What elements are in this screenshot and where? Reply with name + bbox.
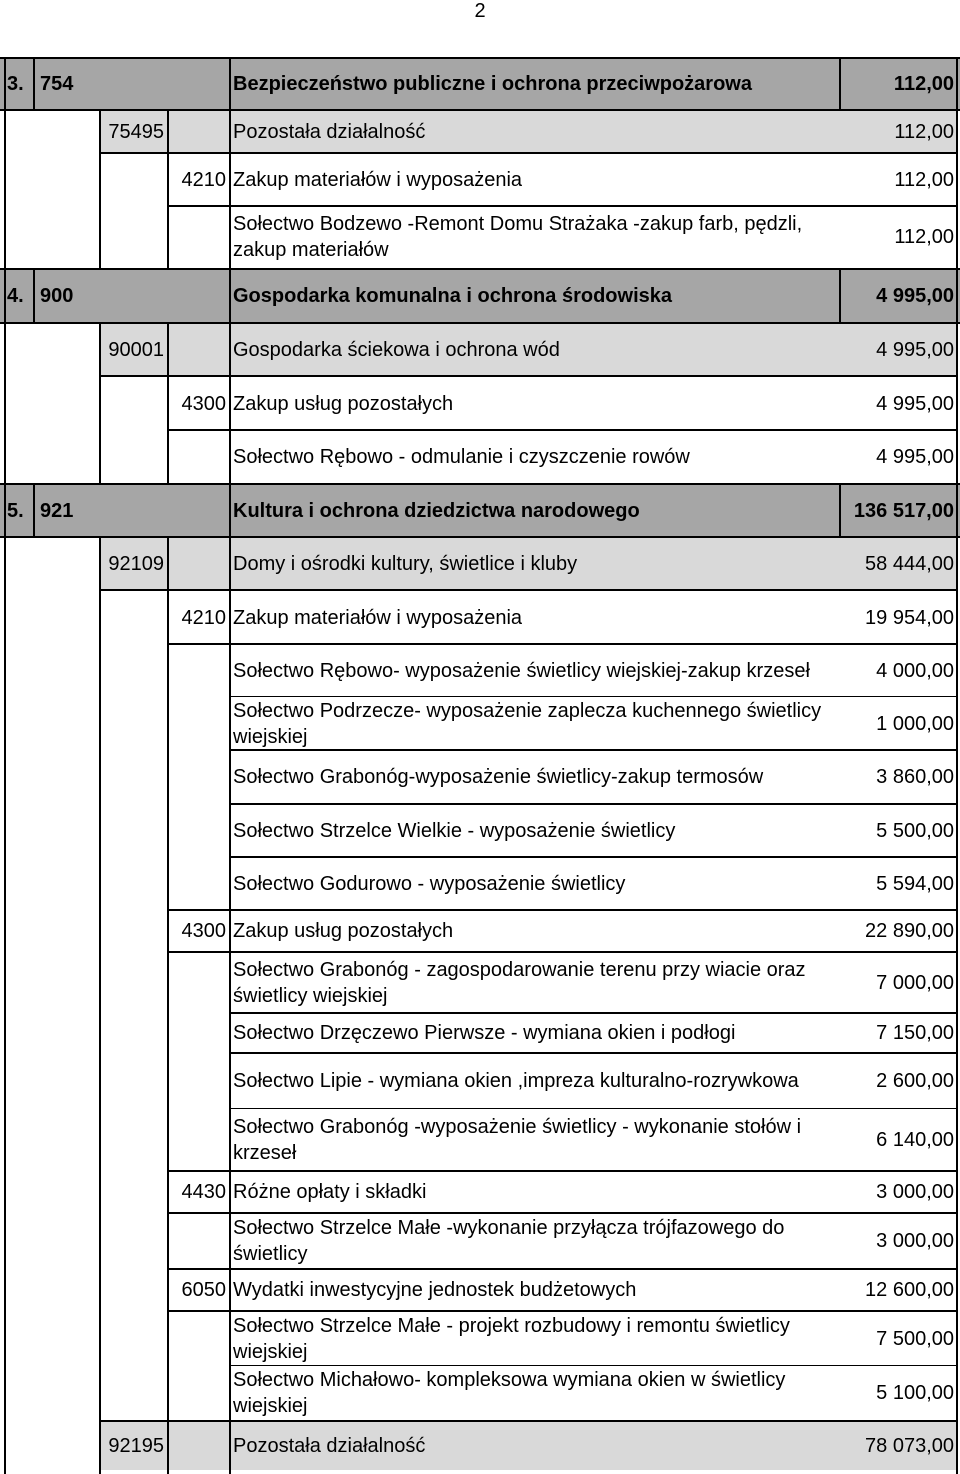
chapter-code: 90001 <box>108 338 164 361</box>
paragraph-code: 4300 <box>181 920 226 942</box>
paragraph-row-6050 <box>0 1269 960 1311</box>
section-amount: 4 995,00 <box>876 285 954 307</box>
item-description: Sołectwo Rębowo - odmulanie i czyszczenie rowów <box>233 445 690 468</box>
item-amount: 3 860,00 <box>876 766 954 788</box>
item-amount: 1 000,00 <box>876 712 954 735</box>
item-amount: 5 594,00 <box>876 872 954 895</box>
paragraph-amount: 19 954,00 <box>865 606 954 629</box>
grid-line-paragraph <box>167 111 169 268</box>
section-amount: 112,00 <box>893 73 954 95</box>
chapter-amount: 58 444,00 <box>865 552 954 575</box>
section-row-900 <box>0 268 960 324</box>
item-description: Sołectwo Strzelce Małe - projekt rozbudowy i remontu świetlicy wiejskiej <box>233 1314 790 1363</box>
item-amount: 7 000,00 <box>876 971 954 994</box>
page-number: 2 <box>474 0 486 22</box>
item-description: Sołectwo Grabonóg - zagospodarowanie terenu przy wiacie oraz świetlicy wiejskiej <box>233 958 806 1007</box>
item-amount: 3 000,00 <box>876 1230 954 1252</box>
paragraph-amount: 112,00 <box>894 169 954 191</box>
grid-line-left <box>4 57 6 1474</box>
item-description: Sołectwo Strzelce Małe -wykonanie przyłącza trójfazowego do świetlicy <box>233 1217 785 1265</box>
row-separator <box>168 429 958 431</box>
row-separator <box>168 205 958 207</box>
section-dzial: 921 <box>40 499 74 522</box>
row-separator <box>168 643 958 645</box>
item-description: Sołectwo Lipie - wymiana okien ,impreza kulturalno-rozrywkowa <box>233 1070 799 1092</box>
section-lp: 5. <box>7 499 24 522</box>
item-row <box>0 644 960 697</box>
item-amount: 7 500,00 <box>876 1327 954 1350</box>
chapter-title: Domy i ośrodki kultury, świetlice i kluby <box>233 552 578 575</box>
row-separator <box>168 909 958 911</box>
paragraph-title: Zakup materiałów i wyposażenia <box>233 606 523 629</box>
section-amount: 136 517,00 <box>853 499 954 522</box>
chapter-amount: 112,00 <box>894 120 954 143</box>
paragraph-title: Zakup materiałów i wyposażenia <box>233 169 523 191</box>
item-row <box>0 1366 960 1420</box>
section-dzial: 900 <box>40 285 74 307</box>
row-separator <box>230 1052 958 1054</box>
paragraph-title: Różne opłaty i składki <box>233 1181 427 1203</box>
item-row <box>0 1013 960 1053</box>
item-row <box>0 952 960 1013</box>
paragraph-amount: 4 995,00 <box>876 392 954 415</box>
section-dzial: 754 <box>40 73 74 95</box>
item-row <box>0 1109 960 1171</box>
item-amount: 4 995,00 <box>876 445 954 468</box>
paragraph-amount: 3 000,00 <box>876 1181 954 1203</box>
chapter-code: 92195 <box>108 1435 164 1457</box>
paragraph-row-4210 <box>0 154 960 206</box>
paragraph-code: 4210 <box>181 169 226 191</box>
chapter-amount: 78 073,00 <box>865 1435 954 1457</box>
item-description: Sołectwo Michałowo- kompleksowa wymiana okien w świetlicy wiejskiej <box>233 1369 786 1417</box>
grid-line-paragraph <box>167 324 169 483</box>
row-separator <box>168 951 958 953</box>
row-separator <box>230 856 958 858</box>
item-row <box>0 430 960 483</box>
item-row <box>0 804 960 857</box>
row-separator <box>230 1012 958 1014</box>
chapter-title: Gospodarka ściekowa i ochrona wód <box>233 338 560 361</box>
grid-line-paragraph <box>167 538 169 1420</box>
row-separator <box>168 1268 958 1270</box>
paragraph-row-4210 <box>0 591 960 644</box>
item-row <box>0 206 960 268</box>
item-row <box>0 1311 960 1366</box>
paragraph-amount: 22 890,00 <box>865 920 954 942</box>
row-separator <box>230 749 958 751</box>
item-amount: 4 000,00 <box>876 659 954 682</box>
section-title: Kultura i ochrona dziedzictwa narodowego <box>233 499 640 522</box>
row-separator <box>230 1365 958 1366</box>
row-separator <box>168 1170 958 1172</box>
row-separator <box>230 803 958 805</box>
paragraph-row-4300 <box>0 910 960 952</box>
paragraph-code: 4210 <box>181 606 226 629</box>
item-description: Sołectwo Grabonóg-wyposażenie świetlicy-zakup termosów <box>233 766 764 788</box>
paragraph-code: 4300 <box>181 392 226 415</box>
section-title: Bezpieczeństwo publiczne i ochrona przeciwpożarowa <box>233 73 752 95</box>
grid-line-amount <box>839 268 841 324</box>
item-row <box>0 750 960 804</box>
paragraph-code: 6050 <box>181 1279 226 1301</box>
paragraph-code: 4430 <box>181 1181 226 1203</box>
item-row <box>0 697 960 750</box>
row-separator <box>168 1310 958 1312</box>
paragraph-amount: 12 600,00 <box>865 1279 954 1301</box>
grid-line-amount <box>839 57 841 111</box>
grid-line-chapter <box>99 324 101 483</box>
grid-line-description <box>229 57 231 1474</box>
paragraph-row-4300 <box>0 377 960 430</box>
item-row <box>0 1053 960 1109</box>
item-amount: 5 500,00 <box>876 819 954 842</box>
item-description: Sołectwo Godurowo - wyposażenie świetlicy <box>233 872 626 895</box>
row-separator <box>168 1212 958 1214</box>
item-row <box>0 1213 960 1269</box>
grid-line-lp <box>33 483 35 538</box>
chapter-amount: 4 995,00 <box>876 338 954 361</box>
grid-line-amount <box>839 483 841 538</box>
item-amount: 5 100,00 <box>876 1382 954 1404</box>
grid-line-chapter <box>99 538 101 1474</box>
paragraph-title: Zakup usług pozostałych <box>233 392 454 415</box>
item-description: Sołectwo Podrzecze- wyposażenie zaplecza kuchennego świetlicy wiejskiej <box>233 699 822 748</box>
section-row-754 <box>0 57 960 111</box>
row-separator <box>230 696 958 697</box>
item-description: Sołectwo Strzelce Wielkie - wyposażenie świetlicy <box>233 819 676 842</box>
grid-line-chapter <box>99 111 101 268</box>
chapter-code: 92109 <box>108 552 164 575</box>
item-description: Sołectwo Drzęczewo Pierwsze - wymiana okien i podłogi <box>233 1022 736 1044</box>
section-row-921 <box>0 483 960 538</box>
item-amount: 112,00 <box>894 226 954 248</box>
item-amount: 6 140,00 <box>876 1129 954 1151</box>
item-description: Sołectwo Bodzewo -Remont Domu Strażaka -zakup farb, pędzli, zakup materiałów <box>233 213 803 261</box>
item-description: Sołectwo Rębowo- wyposażenie świetlicy wiejskiej-zakup krzeseł <box>233 659 810 682</box>
item-description: Sołectwo Grabonóg -wyposażenie świetlicy - wykonanie stołów i krzeseł <box>233 1116 802 1164</box>
grid-line-lp <box>33 57 35 111</box>
section-lp: 4. <box>7 285 24 307</box>
chapter-code: 75495 <box>108 120 164 143</box>
chapter-title: Pozostała działalność <box>233 1435 426 1457</box>
chapter-title: Pozostała działalność <box>233 120 426 143</box>
paragraph-row-4430 <box>0 1171 960 1213</box>
paragraph-title: Wydatki inwestycyjne jednostek budżetowych <box>233 1279 637 1301</box>
paragraph-title: Zakup usług pozostałych <box>233 920 454 942</box>
item-row <box>0 857 960 910</box>
grid-line-right <box>956 57 958 1474</box>
item-amount: 2 600,00 <box>876 1070 954 1092</box>
section-lp: 3. <box>7 73 24 95</box>
section-title: Gospodarka komunalna i ochrona środowiska <box>233 285 672 307</box>
grid-line-lp <box>33 268 35 324</box>
row-separator <box>230 1108 958 1109</box>
item-amount: 7 150,00 <box>876 1022 954 1044</box>
grid-line-paragraph <box>167 1420 169 1474</box>
